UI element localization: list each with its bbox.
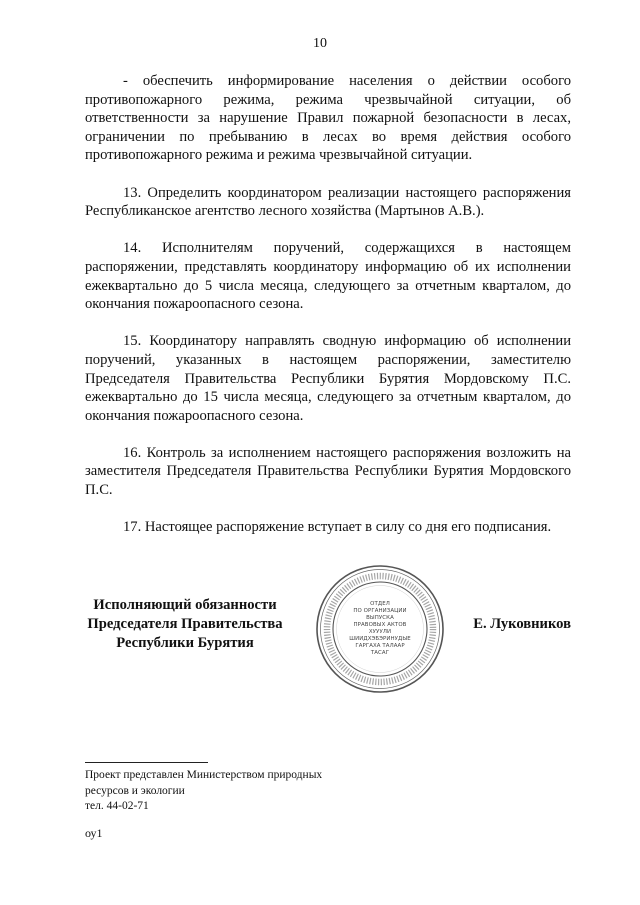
footnote-line-2: ресурсов и экологии: [85, 784, 185, 797]
page-number: 10: [313, 36, 327, 51]
seal-line-8: ТАСАГ: [370, 650, 390, 656]
document-body: [85, 72, 571, 555]
seal-line-3: ВЫПУСКА: [366, 615, 394, 621]
seal-text: [343, 601, 417, 657]
paragraph-informing-population: - обеспечить информирование населения о действии особого противопожарного режима, режима чрезвычайной ситуации, об ответственности за нарушение Правил пожарной безопасности в лесах, ограничении по пребыванию в лесах во время действия особого противопожарного режима и режима чрезвычайной ситуации.: [85, 73, 571, 164]
seal-line-5: ХУУУЛИ: [368, 629, 392, 635]
paragraph-16-control: 16. Контроль за исполнением настоящего распоряжения возложить на заместителя Председателя Правительства Республики Бурятия Мордовского П.С.: [85, 444, 571, 499]
seal-line-4: ПРАВОВЫХ АКТОВ: [353, 622, 407, 628]
footnote: [85, 768, 322, 815]
official-seal: [314, 563, 446, 695]
seal-line-1: ОТДЕЛ: [370, 601, 390, 607]
seal-line-2: ПО ОРГАНИЗАЦИИ: [353, 608, 407, 614]
paragraph-14-reporting: 14. Исполнителям поручений, содержащихся в настоящем распоряжении, представлять координатору информацию об их исполнении ежеквартально до 5 числа месяца, следующего за отчетным кварталом, до окончания пожароопасного сезона.: [85, 240, 571, 313]
signatory-title-line-2: Председателя Правительства: [87, 616, 283, 632]
paragraph-15-summary-info: 15. Координатору направлять сводную информацию об исполнении поручений, указанных в настоящем распоряжении, заместителю Председателя Правительства Республики Бурятия Мордовскому П.С. ежеквартально до 15 числа месяца, следующего за отчетным кварталом, до окончания пожароопасного сезона.: [85, 333, 571, 424]
signatory-title: [85, 596, 285, 653]
signatory-title-line-3: Республики Бурятия: [116, 635, 254, 651]
seal-line-7: ГАРГАХА ТАЛААР: [355, 643, 405, 649]
signatory-name: Е. Луковников: [473, 616, 571, 632]
signatory-title-line-1: Исполняющий обязанности: [93, 597, 277, 613]
paragraph-13-coordinator: 13. Определить координатором реализации настоящего распоряжения Республиканское агентство лесного хозяйства (Мартынов А.В.).: [85, 184, 571, 220]
footnote-phone: тел. 44-02-71: [85, 800, 149, 812]
document-code: оу1: [85, 826, 103, 840]
footnote-divider: [85, 762, 208, 763]
seal-line-6: ШИИДХЭБЭРИНУДЫЕ: [349, 636, 411, 642]
paragraph-17-entry-into-force: 17. Настоящее распоряжение вступает в силу со дня его подписания.: [123, 519, 552, 536]
footnote-line-1: Проект представлен Министерством природных: [85, 769, 323, 781]
